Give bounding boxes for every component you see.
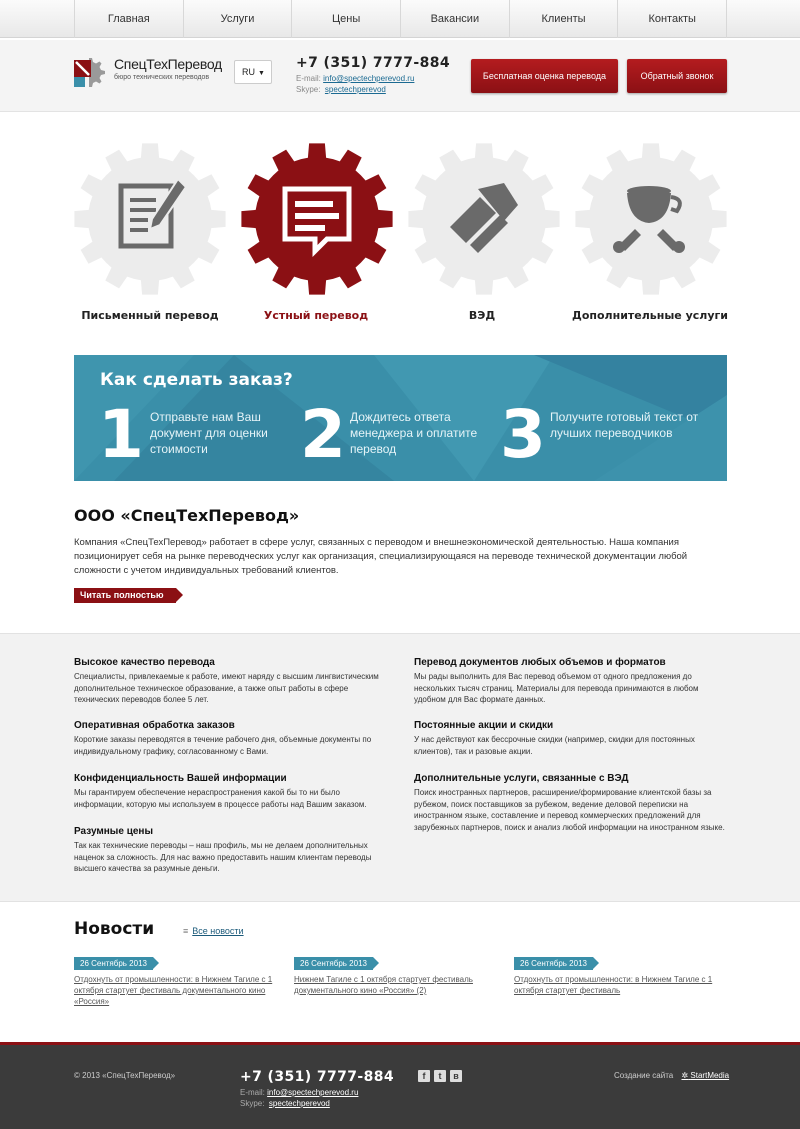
read-more-button[interactable]: Читать полностью <box>74 588 176 603</box>
brand-tagline: бюро технических переводов <box>114 74 210 81</box>
feature-body: Мы гарантируем обеспечение нераспространения какой бы то ни было информации, которую мы используем в процессе работы над Вашим заказом. <box>74 788 367 809</box>
header-phone: +7 (351) 7777-884 <box>296 55 451 71</box>
footer-skype-link[interactable]: spectechperevod <box>268 1099 330 1108</box>
feature-body: Специалисты, привлекаемые к работе, имеют наряду с высшим лингвистическим дополнительное техническое образование, а также опыт работы в сфере технических переводов более 5 лет. <box>74 672 379 704</box>
order-steps-banner <box>74 355 727 481</box>
nav-item-vacancies[interactable]: Вакансии <box>401 0 510 38</box>
created-label: Создание сайта <box>614 1071 674 1080</box>
site-footer <box>0 1042 800 1129</box>
email-link[interactable]: info@spectechperevod.ru <box>323 74 415 83</box>
feature-body: Короткие заказы переводятся в течение рабочего дня, объемные документы по индивидуальному графику, согласованному с Вами. <box>74 735 372 756</box>
brand-name: СпецТехПеревод <box>114 56 222 72</box>
copyright: © 2013 «СпецТехПеревод» <box>74 1071 176 1080</box>
step-number-2: 2 <box>300 396 346 473</box>
step-text-1: Отправьте нам Ваш документ для оценки стоимости <box>150 410 268 456</box>
chevron-down-icon: ▼ <box>258 70 265 77</box>
news-title: Новости <box>74 919 155 939</box>
skype-label: Skype: <box>240 1099 265 1108</box>
feature-title: Высокое качество перевода <box>74 657 215 668</box>
feature-discounts <box>414 720 729 757</box>
footer-phone: +7 (351) 7777-884 <box>240 1069 395 1085</box>
footer-email-link[interactable]: info@spectechperevod.ru <box>267 1088 359 1097</box>
language-value: RU <box>242 67 255 77</box>
feature-title: Постоянные акции и скидки <box>414 720 554 731</box>
feature-ved <box>414 773 729 833</box>
skype-label: Skype: <box>296 85 321 94</box>
facebook-icon[interactable]: f <box>418 1070 430 1082</box>
callback-button[interactable]: Обратный звонок <box>627 59 727 93</box>
service-label-additional[interactable]: Дополнительные услуги <box>572 309 728 322</box>
twitter-icon[interactable]: t <box>434 1070 446 1082</box>
site-credit <box>614 1071 729 1080</box>
about-body: Компания «СпецТехПеревод» работает в сфере услуг, связанных с переводом и внешнеэкономической деятельностью. Наша компания позиционирует себя на рынке переводческих услуг как организация, специализирующаяся на переводе технической документации любой сложности с учетом индивидуальных требований клиентов. <box>74 537 688 576</box>
social-links <box>418 1070 462 1082</box>
startmedia-link[interactable] <box>681 1071 729 1080</box>
nav-item-contacts[interactable]: Контакты <box>618 0 727 38</box>
top-navigation <box>0 0 800 38</box>
feature-body: У нас действуют как бессрочные скидки (например, скидки для постоянных клиентов), так и разовые акции. <box>414 735 695 756</box>
service-label-ved[interactable]: ВЭД <box>468 309 496 322</box>
nav-item-prices[interactable]: Цены <box>292 0 401 38</box>
brand[interactable] <box>114 56 222 81</box>
email-label: E-mail: <box>240 1088 265 1097</box>
step-number-3: 3 <box>500 396 546 473</box>
feature-quality <box>74 657 389 706</box>
step-number-1: 1 <box>98 396 144 473</box>
feature-speed <box>74 720 389 757</box>
all-news-link[interactable]: ≡ Все новости <box>183 926 244 936</box>
vkontakte-icon[interactable]: в <box>450 1070 462 1082</box>
news-link[interactable]: Нижнем Тагиле с 1 октября стартует фестиваль документального кино «Россия» (2) <box>294 975 473 995</box>
news-link[interactable]: Отдохнуть от промышленности: в Нижнем Тагиле с 1 октября стартует фестиваль <box>514 975 713 995</box>
features-section <box>0 633 800 902</box>
foreign-trade-gear[interactable] <box>408 143 560 295</box>
feature-title: Конфиденциальность Вашей информации <box>74 773 287 784</box>
news-date: 26 Сентябрь 2013 <box>74 957 153 970</box>
news-item <box>74 953 279 1007</box>
service-label-oral[interactable]: Устный перевод <box>263 309 369 322</box>
feature-title: Дополнительные услуги, связанные с ВЭД <box>414 773 629 784</box>
oral-translation-gear[interactable] <box>241 143 393 295</box>
feature-body: Мы рады выполнить для Вас перевод объемом от одного предложения до нескольких тысяч страниц. Материалы для перевода принимаются в любом удобном для Вас формате данных. <box>414 672 699 704</box>
feature-volumes <box>414 657 729 706</box>
news-item <box>294 953 499 996</box>
header-contacts <box>296 73 414 95</box>
language-select[interactable] <box>234 60 272 84</box>
news-item <box>514 953 719 996</box>
step-text-2: Дождитесь ответа менеджера и оплатите перевод <box>350 410 478 456</box>
news-link[interactable]: Отдохнуть от промышленности: в Нижнем Тагиле с 1 октября стартует фестиваль документального кино «Россия» <box>74 975 273 1006</box>
star-icon: ✲ <box>681 1071 689 1080</box>
additional-services-gear[interactable] <box>575 143 727 295</box>
feature-title: Разумные цены <box>74 826 153 837</box>
free-estimate-button[interactable]: Бесплатная оценка перевода <box>471 59 618 93</box>
nav-item-home[interactable]: Главная <box>75 0 184 38</box>
written-translation-gear[interactable] <box>74 143 226 295</box>
email-label: E-mail: <box>296 74 321 83</box>
step-text-3: Получите готовый текст от лучших переводчиков <box>550 410 699 440</box>
footer-contacts <box>240 1087 358 1109</box>
feature-body: Так как технические переводы – наш профиль, мы не делаем дополнительных наценок за сложность. Для нас важно предоставить нашим клиентам переводы высшего качества за разумные деньги. <box>74 841 372 873</box>
feature-confidentiality <box>74 773 389 810</box>
feature-prices <box>74 826 389 875</box>
logo-gear-icon[interactable] <box>73 56 105 88</box>
news-date: 26 Сентябрь 2013 <box>514 957 593 970</box>
about-title: ООО «СпецТехПеревод» <box>74 506 300 525</box>
steps-heading: Как сделать заказ? <box>100 370 293 390</box>
service-label-written[interactable]: Письменный перевод <box>81 309 219 322</box>
news-date: 26 Сентябрь 2013 <box>294 957 373 970</box>
skype-link[interactable]: spectechperevod <box>324 85 386 94</box>
feature-title: Оперативная обработка заказов <box>74 720 235 731</box>
nav-item-services[interactable]: Услуги <box>184 0 293 38</box>
site-header <box>0 39 800 112</box>
feature-title: Перевод документов любых объемов и форматов <box>414 657 666 668</box>
feature-body: Поиск иностранных партнеров, расширение/формирование клиентской базы за рубежом, поиск поставщиков за рубежом, ведение деловой переписки на иностранном языке, составление и перевод коммерческих предложений для зарубежных партнеров, поиск и анализ любой информации на иностранном языке. <box>414 788 725 832</box>
startmedia-label: StartMedia <box>690 1071 730 1080</box>
nav-item-clients[interactable]: Клиенты <box>510 0 619 38</box>
